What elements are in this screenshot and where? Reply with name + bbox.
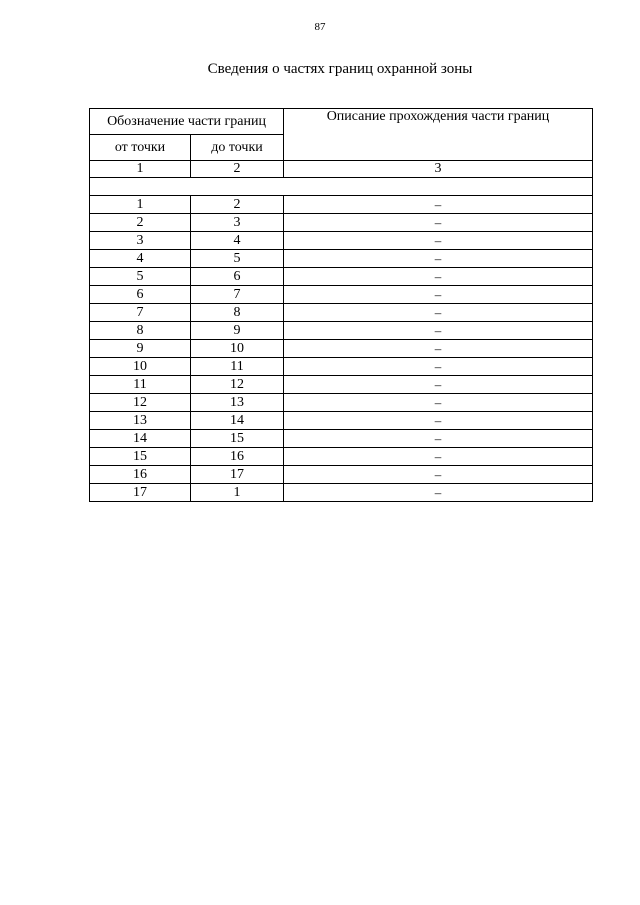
description-cell: – — [284, 466, 593, 484]
document-title: Сведения о частях границ охранной зоны — [207, 61, 473, 77]
from-point-cell: 11 — [90, 376, 191, 394]
table-row — [90, 250, 593, 268]
from-point-cell: 6 — [90, 286, 191, 304]
to-point-cell: 3 — [191, 214, 284, 232]
description-cell: – — [284, 394, 593, 412]
column-number-3: 3 — [284, 161, 593, 178]
table-row — [90, 232, 593, 250]
table-row — [90, 394, 593, 412]
column-number-1: 1 — [90, 161, 191, 178]
table-row — [90, 412, 593, 430]
description-cell: – — [284, 250, 593, 268]
to-point-header: до точки — [191, 135, 284, 161]
to-point-cell: 14 — [191, 412, 284, 430]
table-row — [90, 304, 593, 322]
table-row — [90, 268, 593, 286]
to-point-cell: 16 — [191, 448, 284, 466]
to-point-cell: 12 — [191, 376, 284, 394]
to-point-cell: 1 — [191, 484, 284, 502]
description-cell: – — [284, 358, 593, 376]
from-point-cell: 4 — [90, 250, 191, 268]
to-point-cell: 4 — [191, 232, 284, 250]
table-row — [90, 358, 593, 376]
to-point-cell: 8 — [191, 304, 284, 322]
from-point-cell: 9 — [90, 340, 191, 358]
description-cell: – — [284, 196, 593, 214]
to-point-cell: 17 — [191, 466, 284, 484]
description-cell: – — [284, 412, 593, 430]
table-row — [90, 340, 593, 358]
table-row — [90, 286, 593, 304]
to-point-cell: 6 — [191, 268, 284, 286]
from-point-cell: 5 — [90, 268, 191, 286]
description-cell: – — [284, 322, 593, 340]
description-cell: – — [284, 268, 593, 286]
table-body — [90, 196, 593, 502]
table-row — [90, 466, 593, 484]
from-point-cell: 3 — [90, 232, 191, 250]
to-point-cell: 9 — [191, 322, 284, 340]
table-row — [90, 376, 593, 394]
description-cell: – — [284, 448, 593, 466]
description-cell: – — [284, 214, 593, 232]
section-separator-row — [90, 178, 593, 196]
boundary-parts-table — [89, 108, 593, 502]
from-point-cell: 16 — [90, 466, 191, 484]
to-point-cell: 5 — [191, 250, 284, 268]
table-row — [90, 322, 593, 340]
from-point-cell: 12 — [90, 394, 191, 412]
table-row — [90, 196, 593, 214]
table-row — [90, 448, 593, 466]
description-cell: – — [284, 430, 593, 448]
boundary-designation-header: Обозначение части границ — [90, 109, 284, 135]
table-row — [90, 214, 593, 232]
description-cell: – — [284, 340, 593, 358]
from-point-header: от точки — [90, 135, 191, 161]
to-point-cell: 2 — [191, 196, 284, 214]
description-cell: – — [284, 304, 593, 322]
from-point-cell: 7 — [90, 304, 191, 322]
description-cell: – — [284, 376, 593, 394]
description-cell: – — [284, 484, 593, 502]
table-row — [90, 484, 593, 502]
from-point-cell: 13 — [90, 412, 191, 430]
description-cell: – — [284, 232, 593, 250]
to-point-cell: 7 — [191, 286, 284, 304]
boundary-description-header: Описание прохождения части границ — [284, 109, 593, 161]
from-point-cell: 10 — [90, 358, 191, 376]
page-number: 87 — [314, 21, 326, 33]
to-point-cell: 15 — [191, 430, 284, 448]
from-point-cell: 14 — [90, 430, 191, 448]
from-point-cell: 17 — [90, 484, 191, 502]
table-row — [90, 430, 593, 448]
from-point-cell: 15 — [90, 448, 191, 466]
description-cell: – — [284, 286, 593, 304]
to-point-cell: 10 — [191, 340, 284, 358]
from-point-cell: 8 — [90, 322, 191, 340]
to-point-cell: 13 — [191, 394, 284, 412]
from-point-cell: 2 — [90, 214, 191, 232]
to-point-cell: 11 — [191, 358, 284, 376]
from-point-cell: 1 — [90, 196, 191, 214]
column-number-2: 2 — [191, 161, 284, 178]
